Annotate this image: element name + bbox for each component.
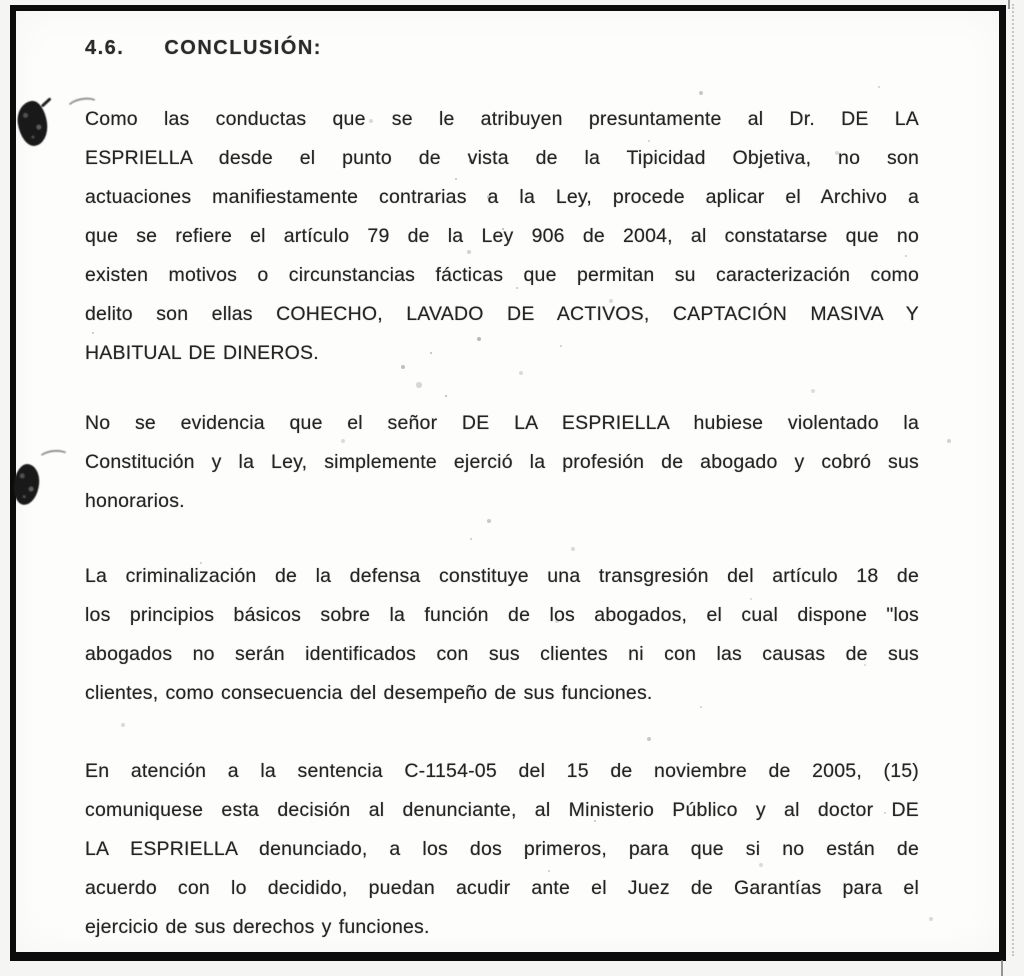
text-line: comuniquese esta decisión al denunciante, al Ministerio Público y al doctor DE <box>85 799 919 821</box>
scan-noise-speckles <box>0 0 2 2</box>
text-line: que se refiere el artículo 79 de la Ley 906 de 2004, al constatarse que no <box>85 225 919 247</box>
text-line: No se evidencia que el señor DE LA ESPRIELLA hubiese violentado la <box>85 412 919 434</box>
section-heading <box>85 37 322 60</box>
text-line: existen motivos o circunstancias fácticas que permitan su caracterización como <box>85 264 919 286</box>
text-line: La criminalización de la defensa constituye una transgresión del artículo 18 de <box>85 565 919 587</box>
text-line: los principios básicos sobre la función de los abogados, el cual dispone "los <box>85 604 919 626</box>
text-line: abogados no serán identificados con sus clientes ni con las causas de sus <box>85 643 919 665</box>
paragraph-2 <box>85 404 919 521</box>
text-line: HABITUAL DE DINEROS. <box>85 342 319 364</box>
text-line: Como las conductas que se le atribuyen presuntamente al Dr. DE LA <box>85 108 919 130</box>
text-line: clientes, como consecuencia del desempeño de sus funciones. <box>85 682 653 704</box>
paragraph-4 <box>85 752 919 947</box>
text-line: ejercicio de sus derechos y funciones. <box>85 916 430 938</box>
text-line: Constitución y la Ley, simplemente ejerció la profesión de abogado y cobró sus <box>85 451 919 473</box>
text-line: LA ESPRIELLA denunciado, a los dos primeros, para que si no están de <box>85 838 919 860</box>
text-line: honorarios. <box>85 490 185 512</box>
section-number: 4.6. <box>85 37 125 59</box>
text-line: En atención a la sentencia C-1154-05 del 15 de noviembre de 2005, (15) <box>85 760 919 782</box>
paragraph-3 <box>85 557 919 713</box>
scan-edge-bottom-tail <box>1001 960 1003 976</box>
scan-edge-dashed-line <box>1012 4 1014 956</box>
scan-edge-top-tick <box>1008 0 1010 9</box>
section-title: CONCLUSIÓN: <box>164 37 322 59</box>
paragraph-1 <box>85 100 919 373</box>
text-line: ESPRIELLA desde el punto de vista de la Tipicidad Objetiva, no son <box>85 147 919 169</box>
text-line: acuerdo con lo decidido, puedan acudir ante el Juez de Garantías para el <box>85 877 919 899</box>
text-line: delito son ellas COHECHO, LAVADO DE ACTIVOS, CAPTACIÓN MASIVA Y <box>85 303 919 325</box>
text-line: actuaciones manifiestamente contrarias a la Ley, procede aplicar el Archivo a <box>85 186 919 208</box>
